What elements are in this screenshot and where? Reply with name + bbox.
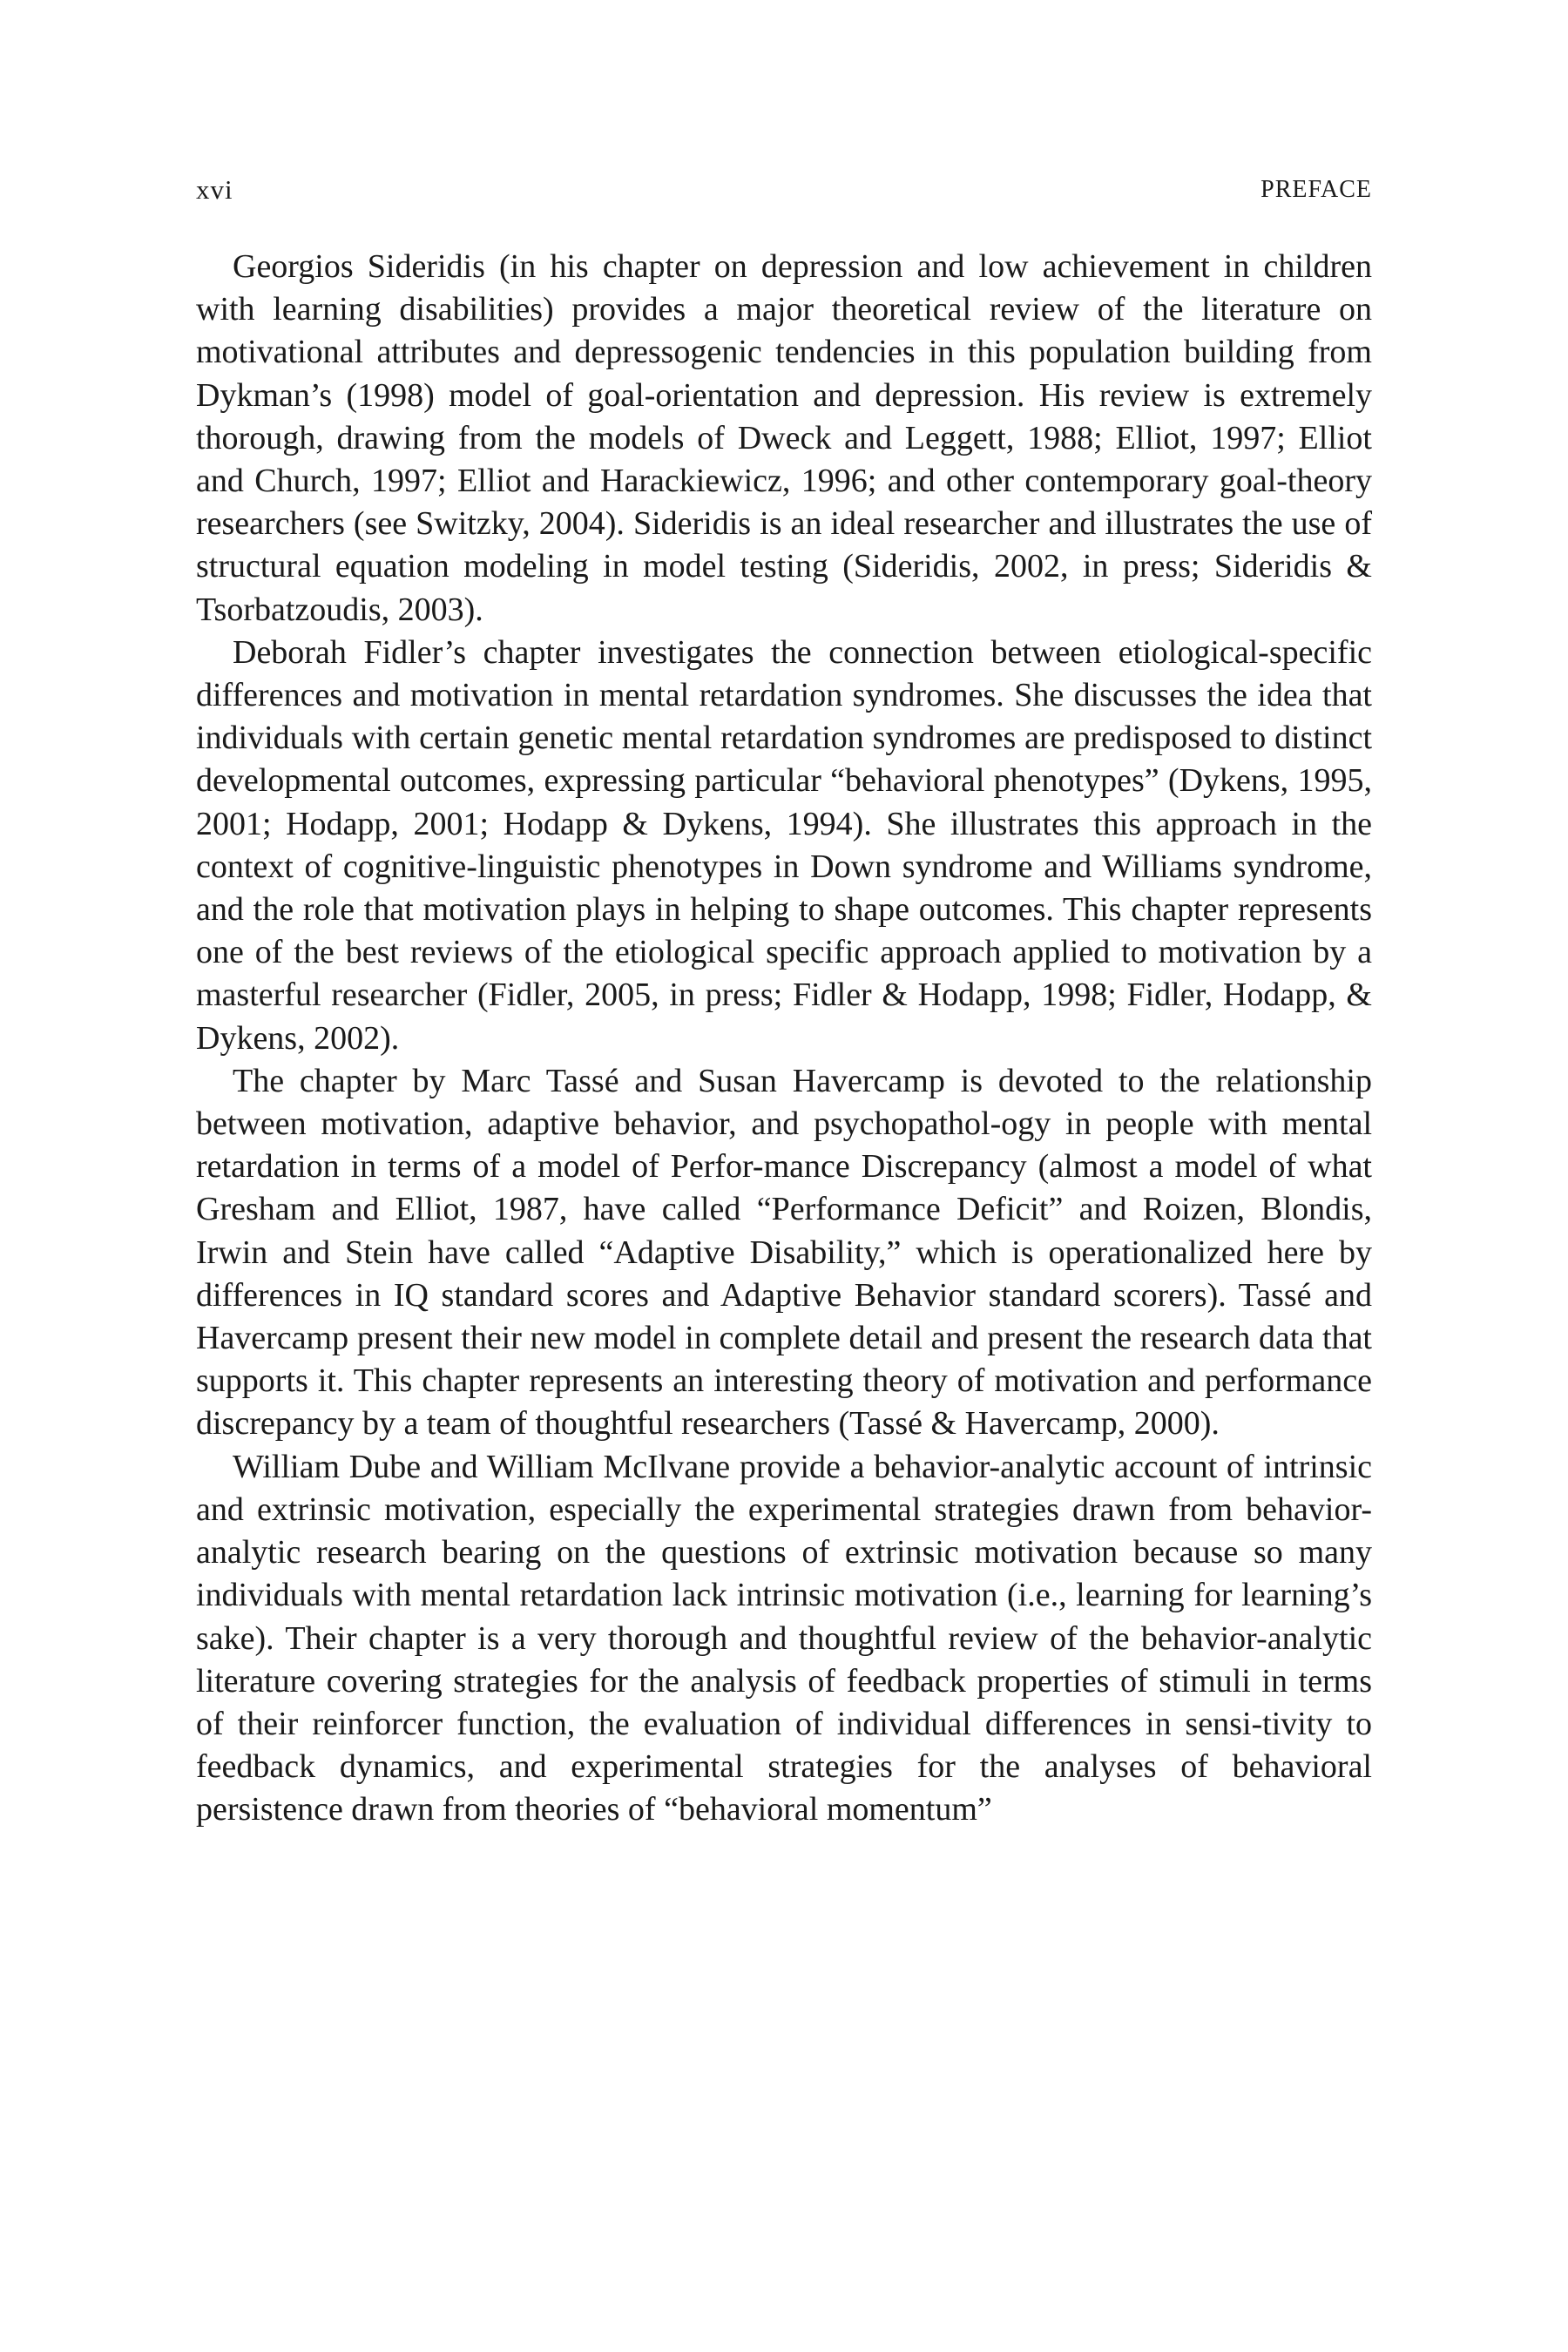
- running-title: PREFACE: [1260, 176, 1372, 203]
- page-number: xvi: [196, 174, 233, 205]
- paragraph-dube-mcilvane: William Dube and William McIlvane provide a behavior-analytic account of intrinsic and extrinsic motivation, especially the experimental strategies drawn from behavior-analytic research bearing on the questions of extrinsic motivation because so many individuals with mental retardation lack intrinsic motivation (i.e., learning for learning’s sake). Their chapter is a very thorough and thoughtful review of the behavior-analytic literature covering strategies for the analysis of feedback properties of stimuli in terms of their reinforcer function, the evaluation of individual differences in sensi-tivity to feedback dynamics, and experimental strategies for the analyses of behavioral persistence drawn from theories of “behavioral momentum”: [196, 1448, 1372, 1828]
- paragraph-sideridis: Georgios Sideridis (in his chapter on depression and low achievement in children with learning disabilities) provides a major theoretical review of the literature on motivational attributes and depressogenic tendencies in this population building from Dykman’s (1998) model of goal-orientation and depression. His review is extremely thorough, drawing from the models of Dweck and Leggett, 1988; Elliot, 1997; Elliot and Church, 1997; Elliot and Harackiewicz, 1996; and other contemporary goal-theory researchers (see Switzky, 2004). Sideridis is an ideal researcher and illustrates the use of structural equation modeling in model testing (Sideridis, 2002, in press; Sideridis & Tsorbatzoudis, 2003).: [196, 248, 1372, 628]
- running-header: [196, 172, 1372, 207]
- paragraph-tasse-havercamp: The chapter by Marc Tassé and Susan Havercamp is devoted to the relationship between motivation, adaptive behavior, and psychopathol-ogy in people with mental retardation in terms of a model of Perfor-mance Discrepancy (almost a model of what Gresham and Elliot, 1987, have called “Performance Deficit” and Roizen, Blondis, Irwin and Stein have called “Adaptive Disability,” which is operationalized here by differences in IQ standard scores and Adaptive Behavior standard scorers). Tassé and Havercamp present their new model in complete detail and present the research data that supports it. This chapter represents an interesting theory of motivation and performance discrepancy by a team of thoughtful researchers (Tassé & Havercamp, 2000).: [196, 1062, 1372, 1443]
- paragraph-fidler: Deborah Fidler’s chapter investigates the connection between etiological-specific differences and motivation in mental retardation syndromes. She discusses the idea that individuals with certain genetic mental retardation syndromes are predisposed to distinct developmental outcomes, expressing particular “behavioral phenotypes” (Dykens, 1995, 2001; Hodapp, 2001; Hodapp & Dykens, 1994). She illustrates this approach in the context of cognitive-linguistic phenotypes in Down syndrome and Williams syndrome, and the role that motivation plays in helping to shape outcomes. This chapter represents one of the best reviews of the etiological specific approach applied to motivation by a masterful researcher (Fidler, 2005, in press; Fidler & Hodapp, 1998; Fidler, Hodapp, & Dykens, 2002).: [196, 633, 1372, 1057]
- body-text: [196, 246, 1372, 1832]
